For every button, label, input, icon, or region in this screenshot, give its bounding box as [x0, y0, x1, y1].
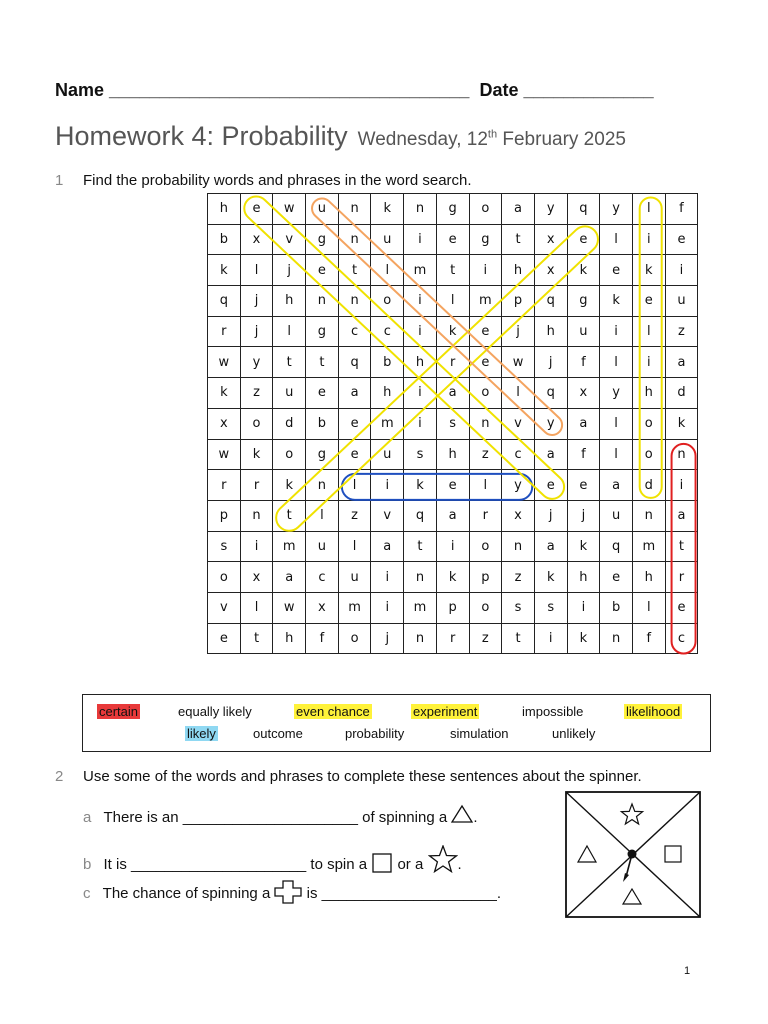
question-1-instruction: Find the probability words and phrases in the word search.: [83, 172, 472, 189]
sentence-a: a There is an _____________________ of spinning a .: [83, 804, 478, 826]
grid-cell[interactable]: i: [404, 378, 437, 409]
grid-cell[interactable]: a: [665, 347, 698, 378]
grid-cell[interactable]: f: [665, 194, 698, 225]
grid-cell[interactable]: k: [273, 470, 306, 501]
grid-cell[interactable]: e: [632, 286, 665, 317]
grid-cell[interactable]: w: [208, 347, 241, 378]
grid-cell[interactable]: p: [436, 592, 469, 623]
grid-cell[interactable]: u: [600, 500, 633, 531]
grid-cell[interactable]: u: [371, 224, 404, 255]
grid-cell[interactable]: e: [600, 562, 633, 593]
grid-cell[interactable]: t: [306, 347, 339, 378]
grid-cell[interactable]: l: [306, 500, 339, 531]
grid-cell[interactable]: q: [534, 378, 567, 409]
grid-row: [208, 347, 698, 378]
grid-cell[interactable]: i: [469, 255, 502, 286]
grid-cell[interactable]: m: [371, 408, 404, 439]
grid-cell[interactable]: m: [469, 286, 502, 317]
grid-cell[interactable]: q: [404, 500, 437, 531]
grid-cell[interactable]: l: [371, 255, 404, 286]
grid-cell[interactable]: p: [469, 562, 502, 593]
grid-cell[interactable]: i: [404, 286, 437, 317]
grid-cell[interactable]: j: [534, 500, 567, 531]
grid-cell[interactable]: o: [469, 531, 502, 562]
grid-cell[interactable]: j: [240, 316, 273, 347]
grid-cell[interactable]: t: [502, 224, 535, 255]
grid-cell[interactable]: p: [208, 500, 241, 531]
grid-cell[interactable]: n: [306, 286, 339, 317]
grid-cell[interactable]: y: [240, 347, 273, 378]
grid-cell[interactable]: h: [502, 255, 535, 286]
word-outcome: outcome: [253, 726, 303, 741]
grid-cell[interactable]: r: [240, 470, 273, 501]
grid-cell[interactable]: e: [534, 470, 567, 501]
grid-cell[interactable]: l: [632, 316, 665, 347]
homework-date: Wednesday, 12th February 2025: [357, 128, 626, 150]
grid-cell[interactable]: e: [665, 224, 698, 255]
grid-cell[interactable]: t: [665, 531, 698, 562]
grid-cell[interactable]: h: [273, 623, 306, 654]
grid-cell[interactable]: k: [567, 623, 600, 654]
grid-cell[interactable]: x: [502, 500, 535, 531]
grid-cell[interactable]: x: [306, 592, 339, 623]
grid-cell[interactable]: a: [436, 500, 469, 531]
grid-row: [208, 562, 698, 593]
grid-cell[interactable]: r: [436, 623, 469, 654]
grid-cell[interactable]: e: [436, 224, 469, 255]
grid-cell[interactable]: q: [208, 286, 241, 317]
grid-row: [208, 531, 698, 562]
grid-cell[interactable]: o: [632, 439, 665, 470]
grid-cell[interactable]: y: [534, 194, 567, 225]
grid-cell[interactable]: k: [534, 562, 567, 593]
word-search-grid[interactable]: [207, 193, 700, 657]
grid-cell[interactable]: z: [240, 378, 273, 409]
grid-cell[interactable]: i: [404, 316, 437, 347]
grid-row: [208, 378, 698, 409]
grid-row: [208, 623, 698, 654]
grid-cell[interactable]: n: [404, 623, 437, 654]
word-certain: certain: [99, 704, 139, 719]
grid-cell[interactable]: a: [371, 531, 404, 562]
grid-cell[interactable]: v: [208, 592, 241, 623]
grid-cell[interactable]: h: [567, 562, 600, 593]
grid-cell[interactable]: c: [665, 623, 698, 654]
grid-cell[interactable]: h: [404, 347, 437, 378]
grid-cell[interactable]: e: [208, 623, 241, 654]
answer-blank-b[interactable]: _____________________: [131, 856, 307, 873]
grid-cell[interactable]: d: [273, 408, 306, 439]
grid-cell[interactable]: g: [306, 224, 339, 255]
name-label: Name: [55, 80, 105, 100]
grid-cell[interactable]: x: [567, 378, 600, 409]
grid-cell[interactable]: h: [208, 194, 241, 225]
word-likelihood: likelihood: [626, 704, 681, 719]
grid-cell[interactable]: o: [632, 408, 665, 439]
grid-cell[interactable]: f: [567, 347, 600, 378]
grid-cell[interactable]: a: [534, 439, 567, 470]
grid-cell[interactable]: a: [567, 408, 600, 439]
grid-cell[interactable]: n: [338, 286, 371, 317]
grid-cell[interactable]: e: [338, 408, 371, 439]
grid-cell[interactable]: l: [600, 224, 633, 255]
grid-cell[interactable]: i: [404, 408, 437, 439]
grid-cell[interactable]: t: [404, 531, 437, 562]
grid-cell[interactable]: z: [469, 439, 502, 470]
grid-cell[interactable]: w: [273, 592, 306, 623]
page-number: 1: [684, 965, 691, 977]
grid-cell[interactable]: c: [338, 316, 371, 347]
date-label: Date: [479, 80, 519, 100]
grid-cell[interactable]: i: [371, 470, 404, 501]
grid-cell[interactable]: z: [502, 562, 535, 593]
grid-cell[interactable]: r: [665, 562, 698, 593]
grid-row: [208, 592, 698, 623]
grid-cell[interactable]: e: [240, 194, 273, 225]
grid-row: [208, 194, 698, 225]
grid-cell[interactable]: h: [534, 316, 567, 347]
grid-cell[interactable]: u: [338, 562, 371, 593]
grid-cell[interactable]: g: [306, 439, 339, 470]
grid-cell[interactable]: k: [600, 286, 633, 317]
grid-row: [208, 439, 698, 470]
grid-row: [208, 500, 698, 531]
grid-cell[interactable]: n: [338, 224, 371, 255]
grid-cell[interactable]: o: [469, 378, 502, 409]
grid-cell[interactable]: t: [502, 623, 535, 654]
grid-cell[interactable]: w: [502, 347, 535, 378]
grid-cell[interactable]: a: [273, 562, 306, 593]
grid-cell[interactable]: i: [534, 623, 567, 654]
grid-cell[interactable]: s: [404, 439, 437, 470]
grid-cell[interactable]: i: [600, 316, 633, 347]
grid-cell[interactable]: s: [208, 531, 241, 562]
grid-cell[interactable]: n: [404, 562, 437, 593]
grid-cell[interactable]: k: [567, 531, 600, 562]
grid-cell[interactable]: t: [273, 347, 306, 378]
grid-cell[interactable]: n: [306, 470, 339, 501]
word-impossible: impossible: [522, 704, 584, 719]
grid-cell[interactable]: n: [600, 623, 633, 654]
grid-row: [208, 408, 698, 439]
grid-cell[interactable]: e: [665, 592, 698, 623]
grid-cell[interactable]: c: [502, 439, 535, 470]
grid-cell[interactable]: g: [567, 286, 600, 317]
grid-cell[interactable]: a: [502, 194, 535, 225]
grid-cell[interactable]: l: [273, 316, 306, 347]
grid-cell[interactable]: a: [436, 378, 469, 409]
grid-cell[interactable]: v: [273, 224, 306, 255]
grid-cell[interactable]: m: [273, 531, 306, 562]
grid-cell[interactable]: h: [632, 378, 665, 409]
grid-cell[interactable]: l: [632, 592, 665, 623]
question-2-number: 2: [55, 768, 64, 785]
grid-cell[interactable]: i: [371, 592, 404, 623]
grid-cell[interactable]: l: [632, 194, 665, 225]
grid-cell[interactable]: t: [240, 623, 273, 654]
grid-cell[interactable]: m: [632, 531, 665, 562]
answer-blank-c[interactable]: _____________________: [321, 885, 497, 902]
grid-cell[interactable]: n: [240, 500, 273, 531]
grid-cell[interactable]: t: [436, 255, 469, 286]
grid-cell[interactable]: l: [338, 531, 371, 562]
grid-cell[interactable]: x: [534, 224, 567, 255]
grid-cell[interactable]: k: [404, 470, 437, 501]
grid-cell[interactable]: g: [436, 194, 469, 225]
grid-cell[interactable]: i: [665, 255, 698, 286]
grid-cell[interactable]: l: [600, 347, 633, 378]
grid-cell[interactable]: k: [240, 439, 273, 470]
sentence-b: b It is _____________________ to spin a or a .: [83, 845, 462, 873]
grid-cell[interactable]: m: [404, 255, 437, 286]
grid-cell[interactable]: h: [632, 562, 665, 593]
grid-cell[interactable]: e: [306, 378, 339, 409]
grid-cell[interactable]: o: [240, 408, 273, 439]
grid-cell[interactable]: l: [600, 439, 633, 470]
grid-cell[interactable]: x: [240, 224, 273, 255]
grid-cell[interactable]: f: [567, 439, 600, 470]
grid-cell[interactable]: l: [240, 592, 273, 623]
question-1-number: 1: [55, 172, 64, 189]
grid-cell[interactable]: e: [469, 347, 502, 378]
grid-cell[interactable]: t: [273, 500, 306, 531]
grid-cell[interactable]: i: [632, 224, 665, 255]
word-equally-likely: equally likely: [178, 704, 252, 719]
grid-cell[interactable]: n: [632, 500, 665, 531]
answer-blank-a[interactable]: _____________________: [182, 809, 358, 826]
word-likely: likely: [187, 726, 216, 741]
grid-cell[interactable]: w: [208, 439, 241, 470]
page-title: [55, 121, 626, 152]
grid-cell[interactable]: z: [469, 623, 502, 654]
grid-cell[interactable]: l: [502, 378, 535, 409]
grid-cell[interactable]: t: [338, 255, 371, 286]
grid-cell[interactable]: x: [208, 408, 241, 439]
grid-cell[interactable]: c: [371, 316, 404, 347]
grid-cell[interactable]: s: [502, 592, 535, 623]
grid-cell[interactable]: l: [338, 470, 371, 501]
word-search-table: [207, 193, 698, 654]
grid-cell[interactable]: e: [567, 224, 600, 255]
grid-cell[interactable]: u: [306, 531, 339, 562]
grid-cell[interactable]: l: [469, 470, 502, 501]
grid-row: [208, 316, 698, 347]
grid-row: [208, 224, 698, 255]
grid-cell[interactable]: y: [534, 408, 567, 439]
grid-cell[interactable]: o: [208, 562, 241, 593]
grid-cell[interactable]: j: [273, 255, 306, 286]
grid-cell[interactable]: b: [208, 224, 241, 255]
grid-cell[interactable]: o: [273, 439, 306, 470]
grid-cell[interactable]: p: [502, 286, 535, 317]
homework-title: Homework 4: Probability: [55, 121, 348, 151]
grid-cell[interactable]: n: [502, 531, 535, 562]
grid-cell[interactable]: i: [567, 592, 600, 623]
grid-cell[interactable]: b: [371, 347, 404, 378]
grid-cell[interactable]: q: [338, 347, 371, 378]
grid-cell[interactable]: y: [600, 378, 633, 409]
grid-cell[interactable]: j: [534, 347, 567, 378]
grid-cell[interactable]: n: [404, 194, 437, 225]
word-simulation: simulation: [450, 726, 509, 741]
grid-cell[interactable]: e: [469, 316, 502, 347]
grid-cell[interactable]: o: [371, 286, 404, 317]
grid-cell[interactable]: u: [273, 378, 306, 409]
grid-cell[interactable]: c: [306, 562, 339, 593]
grid-cell[interactable]: a: [534, 531, 567, 562]
grid-cell[interactable]: n: [665, 439, 698, 470]
grid-cell[interactable]: a: [600, 470, 633, 501]
grid-cell[interactable]: j: [567, 500, 600, 531]
grid-cell[interactable]: y: [600, 194, 633, 225]
grid-cell[interactable]: j: [371, 623, 404, 654]
grid-cell[interactable]: r: [436, 347, 469, 378]
grid-cell[interactable]: l: [436, 286, 469, 317]
grid-cell[interactable]: i: [632, 347, 665, 378]
grid-cell[interactable]: b: [306, 408, 339, 439]
grid-cell[interactable]: d: [665, 378, 698, 409]
grid-cell[interactable]: d: [632, 470, 665, 501]
grid-cell[interactable]: q: [600, 531, 633, 562]
grid-cell[interactable]: b: [600, 592, 633, 623]
grid-cell[interactable]: e: [567, 470, 600, 501]
grid-cell[interactable]: e: [306, 255, 339, 286]
grid-cell[interactable]: q: [567, 194, 600, 225]
grid-cell[interactable]: h: [371, 378, 404, 409]
grid-cell[interactable]: k: [567, 255, 600, 286]
name-date-row: [55, 80, 654, 101]
grid-cell[interactable]: e: [338, 439, 371, 470]
triangle-icon: [451, 804, 473, 824]
grid-cell[interactable]: q: [534, 286, 567, 317]
grid-cell[interactable]: h: [436, 439, 469, 470]
grid-cell[interactable]: l: [240, 255, 273, 286]
grid-row: [208, 470, 698, 501]
grid-cell[interactable]: n: [469, 408, 502, 439]
grid-cell[interactable]: r: [469, 500, 502, 531]
grid-cell[interactable]: i: [371, 562, 404, 593]
grid-cell[interactable]: z: [665, 316, 698, 347]
square-icon: [371, 853, 393, 873]
grid-cell[interactable]: j: [502, 316, 535, 347]
grid-cell[interactable]: u: [371, 439, 404, 470]
grid-cell[interactable]: o: [469, 592, 502, 623]
grid-cell[interactable]: o: [469, 194, 502, 225]
grid-cell[interactable]: i: [665, 470, 698, 501]
sentence-c: c The chance of spinning a is _____________________.: [83, 880, 501, 904]
grid-cell[interactable]: a: [665, 500, 698, 531]
grid-cell[interactable]: i: [240, 531, 273, 562]
cross-icon: [274, 880, 302, 904]
grid-cell[interactable]: u: [665, 286, 698, 317]
word-even-chance: even chance: [296, 704, 370, 719]
date-blank[interactable]: _____________: [523, 80, 654, 100]
word-unlikely: unlikely: [552, 726, 596, 741]
grid-cell[interactable]: k: [208, 378, 241, 409]
grid-cell[interactable]: k: [371, 194, 404, 225]
grid-cell[interactable]: g: [469, 224, 502, 255]
grid-cell[interactable]: s: [436, 408, 469, 439]
question-2-instruction: Use some of the words and phrases to complete these sentences about the spinner.: [83, 768, 642, 785]
grid-cell[interactable]: k: [436, 562, 469, 593]
grid-cell[interactable]: i: [404, 224, 437, 255]
grid-cell[interactable]: v: [502, 408, 535, 439]
grid-cell[interactable]: o: [338, 623, 371, 654]
star-icon: [428, 845, 458, 873]
grid-cell[interactable]: g: [306, 316, 339, 347]
grid-cell[interactable]: i: [436, 531, 469, 562]
grid-cell[interactable]: m: [404, 592, 437, 623]
grid-cell[interactable]: k: [665, 408, 698, 439]
grid-row: [208, 255, 698, 286]
grid-cell[interactable]: k: [436, 316, 469, 347]
word-probability: probability: [345, 726, 405, 741]
grid-cell[interactable]: e: [600, 255, 633, 286]
grid-cell[interactable]: k: [208, 255, 241, 286]
name-blank[interactable]: ____________________________________: [109, 80, 470, 100]
grid-cell[interactable]: y: [502, 470, 535, 501]
grid-cell[interactable]: a: [338, 378, 371, 409]
word-bank: [82, 694, 711, 752]
grid-row: [208, 286, 698, 317]
grid-cell[interactable]: k: [632, 255, 665, 286]
word-experiment: experiment: [413, 704, 478, 719]
grid-cell[interactable]: h: [273, 286, 306, 317]
grid-cell[interactable]: x: [534, 255, 567, 286]
grid-cell[interactable]: n: [338, 194, 371, 225]
grid-cell[interactable]: u: [567, 316, 600, 347]
grid-cell[interactable]: j: [240, 286, 273, 317]
grid-cell[interactable]: s: [534, 592, 567, 623]
grid-cell[interactable]: e: [436, 470, 469, 501]
grid-cell[interactable]: v: [371, 500, 404, 531]
grid-cell[interactable]: r: [208, 316, 241, 347]
grid-cell[interactable]: x: [240, 562, 273, 593]
grid-cell[interactable]: z: [338, 500, 371, 531]
grid-cell[interactable]: f: [632, 623, 665, 654]
grid-cell[interactable]: r: [208, 470, 241, 501]
grid-cell[interactable]: w: [273, 194, 306, 225]
grid-cell[interactable]: l: [600, 408, 633, 439]
grid-cell[interactable]: f: [306, 623, 339, 654]
spinner-diagram: [565, 791, 701, 918]
grid-cell[interactable]: m: [338, 592, 371, 623]
grid-cell[interactable]: u: [306, 194, 339, 225]
